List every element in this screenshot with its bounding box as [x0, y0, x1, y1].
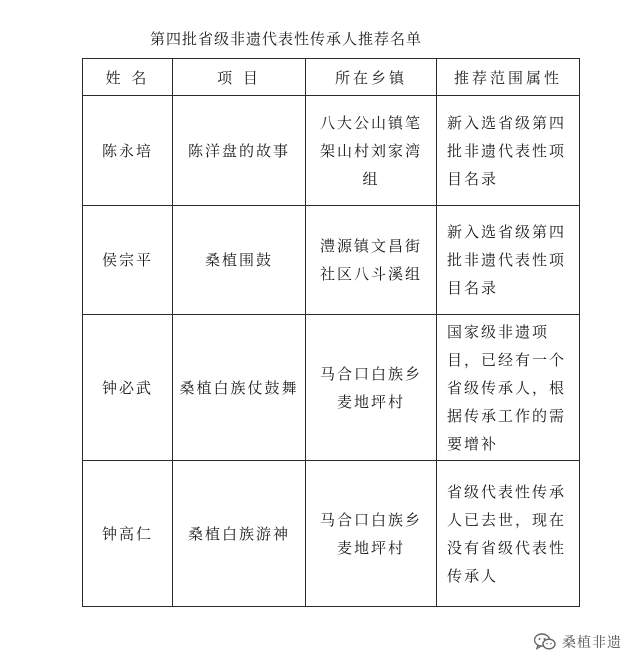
- row-category: 国家级非遗项目，已经有一个省级传承人，根据传承工作的需要增补: [447, 322, 567, 453]
- row-name: 陈永培: [101, 141, 153, 160]
- row-town: 澧源镇文昌街社区八斗溪组: [319, 237, 422, 283]
- document-title: 第四批省级非遗代表性传承人推荐名单: [150, 30, 423, 48]
- row-name: 侯宗平: [101, 251, 153, 269]
- account-watermark: [534, 632, 622, 652]
- recommendation-table: [82, 58, 580, 607]
- table-row: [83, 315, 580, 461]
- header-project: 项 目: [173, 59, 306, 96]
- row-category: 新入选省级第四批非遗代表性项目名录: [447, 113, 567, 188]
- row-town: 马合口白族乡麦地坪村: [319, 510, 422, 557]
- table-header-row: [83, 59, 580, 96]
- row-project: 桑植围鼓: [204, 251, 273, 269]
- row-project: 桑植白族游神: [187, 524, 290, 543]
- header-name: 姓 名: [83, 59, 173, 96]
- header-category: 推荐范围属性: [437, 59, 580, 96]
- table-row: [83, 206, 580, 315]
- row-town: 马合口白族乡麦地坪村: [319, 364, 422, 411]
- row-project: 桑植白族仗鼓舞: [179, 378, 299, 397]
- row-town: 八大公山镇笔架山村刘家湾组: [319, 113, 422, 188]
- row-category: 省级代表性传承人已去世，现在没有省级代表性传承人: [447, 482, 567, 585]
- header-town: 所在乡镇: [306, 59, 437, 96]
- row-project: 陈洋盘的故事: [187, 141, 290, 160]
- row-name: 钟高仁: [101, 524, 153, 543]
- watermark-text: 桑植非遗: [562, 635, 622, 651]
- wechat-icon: [534, 633, 556, 651]
- table-row: [83, 96, 580, 206]
- row-category: 新入选省级第四批非遗代表性项目名录: [447, 223, 567, 297]
- row-name: 钟必武: [101, 378, 153, 397]
- table-row: [83, 461, 580, 607]
